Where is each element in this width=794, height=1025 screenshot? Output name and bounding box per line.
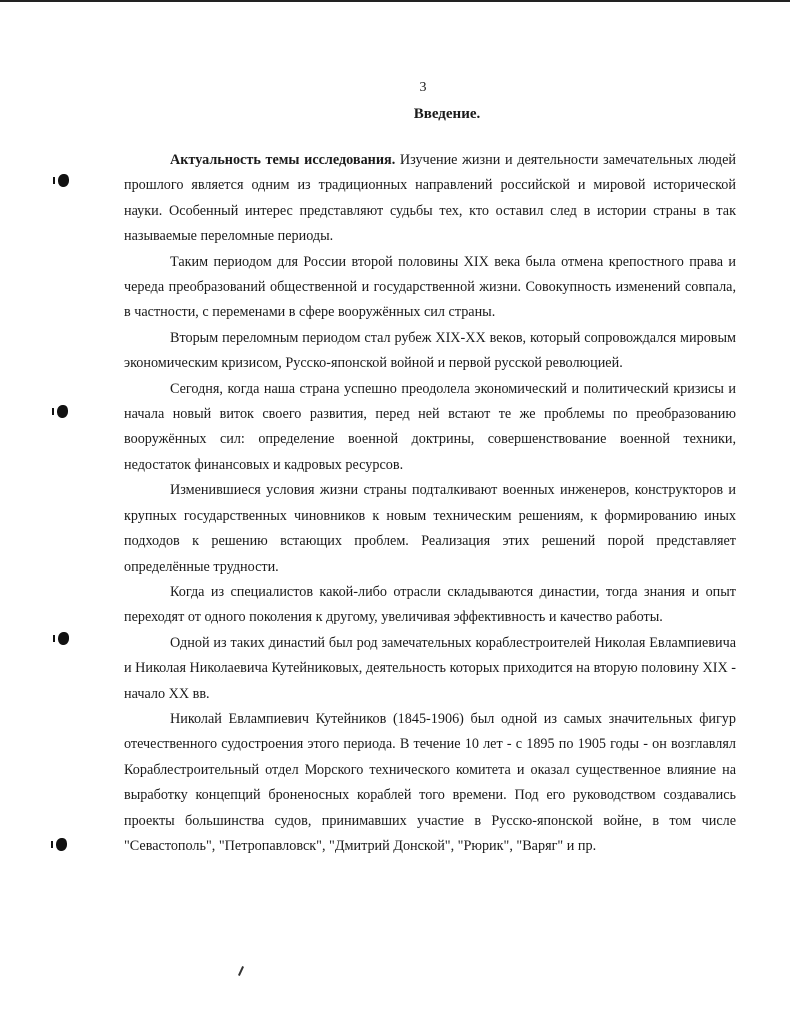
paragraph: Изменившиеся условия жизни страны подталкивают военных инженеров, конструкторов и крупных государственных чиновников к новым техническим решениям, к формированию иных подходов к решению встающих проблем. Реализация этих решений порой представляет определённые трудности. bbox=[124, 482, 736, 575]
binding-hole-mark bbox=[57, 405, 68, 418]
page-number: 3 bbox=[419, 80, 427, 95]
paragraph: Вторым переломным периодом стал рубеж XIX-XX веков, который сопровождался мировым экономическим кризисом, Русско-японской войной и первой русской революцией. bbox=[124, 329, 736, 372]
paragraph-lead-heading: Актуальность темы исследования. bbox=[170, 152, 396, 168]
paragraph: Когда из специалистов какой-либо отрасли складываются династии, тогда знания и опыт переходят от одного поколения к другому, увеличивая эффективность и качество работы. bbox=[124, 583, 736, 626]
paragraph: Сегодня, когда наша страна успешно преодолела экономический и политический кризисы и начала новый виток своего развития, перед ней встают те же проблемы по преобразованию вооружённых сил: определение военной доктрины, совершенствование военной техники, недостаток финансовых и кадровых ресурсов. bbox=[124, 380, 736, 473]
page-title: Введение. bbox=[413, 106, 481, 122]
paragraph: Одной из таких династий был род замечательных кораблестроителей Николая Евлампиевича и Николая Николаевича Кутейниковых, деятельность которых приходится на вторую половину XIX - начало XX вв. bbox=[124, 634, 736, 702]
document-body bbox=[124, 148, 736, 859]
paragraph: Николай Евлампиевич Кутейников (1845-1906) был одной из самых значительных фигур отечественного судостроения этого периода. В течение 10 лет - с 1895 по 1905 годы - он возглавлял Кораблестроительный отдел Морского технического комитета и оказал существенное влияние на выработку концепций броненосных кораблей того времени. Под его руководством создавались проекты большинства судов, принимавших участие в Русско-японской войне, в том числе "Севастополь", "Петропавловск", "Дмитрий Донской", "Рюрик", "Варяг" и пр. bbox=[124, 710, 736, 854]
paragraph-relevance bbox=[124, 148, 736, 250]
binding-hole-mark bbox=[58, 174, 69, 187]
scan-stroke-mark bbox=[238, 966, 244, 976]
paragraph: Таким периодом для России второй половины XIX века была отмена крепостного права и череда преобразований общественной и государственной жизни. Совокупность изменений совпала, в частности, с переменами в сфере вооружённых сил страны. bbox=[124, 253, 736, 321]
binding-hole-mark bbox=[56, 838, 67, 851]
paragraph-text: Изучение жизни и деятельности замечательных людей прошлого является одним из традиционных направлений российской и мировой исторической науки. Особенный интерес представляют судьбы тех, кто оставил след в истории страны в так называемые переломные периоды. bbox=[124, 152, 736, 245]
top-border-line bbox=[0, 0, 790, 2]
binding-hole-mark bbox=[58, 632, 69, 645]
